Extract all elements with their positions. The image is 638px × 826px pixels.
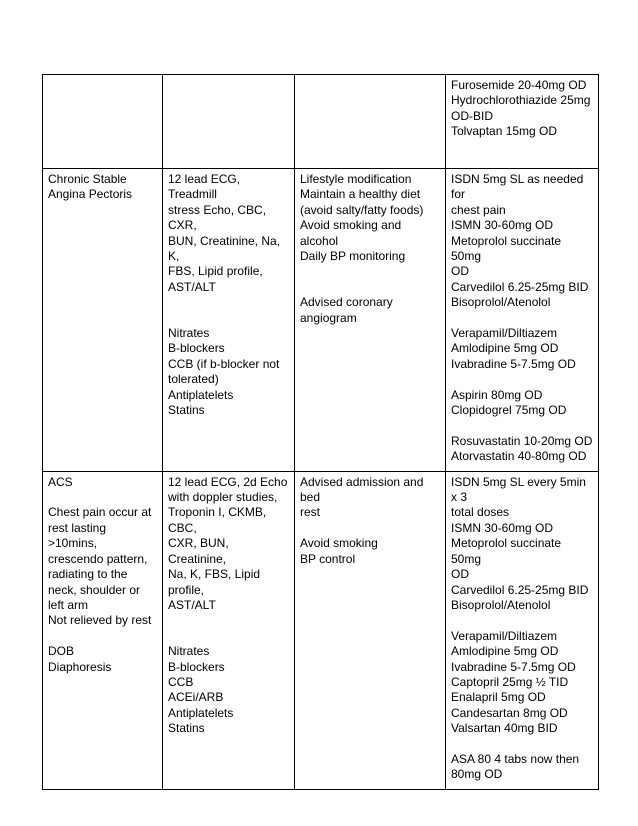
management-cell [295,75,446,169]
cell-line: Angina Pectoris [48,187,133,202]
condition-cell [43,471,163,789]
cell-line: Metoprolol succinate 50mg [451,233,565,264]
cell-line: rest [300,505,321,520]
cell-line: FBS, Lipid profile, [168,264,263,279]
cell-line: Nitrates [168,326,210,341]
treatment-table [42,74,599,790]
cell-line [451,311,593,326]
cell-line: AST/ALT [168,597,216,612]
cell-line: Rosuvastatin 10-20mg OD [451,433,593,448]
condition-cell [43,169,163,472]
cell-line: Bisoprolol/Atenolol [451,597,551,612]
cell-line: ISDN 5mg SL every 5min x 3 [451,474,590,505]
cell-line: OD [451,264,469,279]
cell-line: Antiplatelets [168,705,234,720]
cell-line: stress Echo, CBC, CXR, [168,202,270,233]
cell-line [168,311,289,326]
cell-line: with doppler studies, [168,490,278,505]
drugs-cell [446,169,599,472]
cell-line: Chest pain occur at [48,505,152,520]
investigations-cell [163,471,295,789]
cell-line: Diaphoresis [48,659,112,674]
cell-line: ASA 80 4 tabs now then [451,751,580,766]
cell-line: BUN, Creatinine, Na, K, [168,233,284,264]
cell-line: rest lasting >10mins, [48,520,110,551]
cell-line: CCB (if b-blocker not [168,356,280,371]
cell-line: Advised admission and bed [300,474,427,505]
cell-line: Maintain a healthy diet [300,187,421,202]
cell-line: DOB [48,644,75,659]
cell-line [300,280,440,295]
treatment-table-body [43,75,599,790]
cell-line: Carvedilol 6.25-25mg BID [451,279,589,294]
cell-line [451,613,593,628]
cell-line: radiating to the [48,567,128,582]
management-cell [295,169,446,472]
cell-line: Chronic Stable [48,172,127,186]
cell-line: angiogram [300,310,357,325]
cell-line: Verapamil/Diltiazem [451,628,558,643]
cell-line: ISMN 30-60mg OD [451,218,554,233]
cell-line: OD-BID [451,108,493,123]
cell-line [300,264,440,279]
investigations-cell [163,75,295,169]
cell-line: 80mg OD [451,767,503,782]
cell-line: ISMN 30-60mg OD [451,520,554,535]
cell-line [48,629,157,644]
drugs-cell [446,471,599,789]
cell-line: Avoid smoking [300,536,378,551]
cell-line: Ivabradine 5-7.5mg OD [451,356,576,371]
cell-line: CCB [168,674,194,689]
cell-line: Antiplatelets [168,387,234,402]
cell-line: Atorvastatin 40-80mg OD [451,449,587,464]
cell-line [300,521,440,536]
cell-line: Na, K, FBS, Lipid profile, [168,567,264,597]
cell-line [168,629,289,644]
cell-line [168,613,289,628]
cell-line: neck, shoulder or [48,582,141,597]
cell-line: Valsartan 40mg BID [451,721,558,736]
cell-line: Statins [168,403,205,418]
cell-line: left arm [48,597,89,612]
cell-line [451,737,593,752]
cell-line: Metoprolol succinate 50mg [451,536,565,566]
cell-line: B-blockers [168,341,225,356]
cell-line: (avoid salty/fatty foods) [300,202,424,217]
condition-cell [43,75,163,169]
drugs-cell [446,75,599,169]
cell-line: BP control [300,551,356,566]
cell-line: Avoid smoking and alcohol [300,218,405,248]
cell-line: Aspirin 80mg OD [451,387,543,402]
cell-line: Amlodipine 5mg OD [451,341,559,356]
cell-line: Tolvaptan 15mg OD [451,124,558,139]
cell-line: Enalapril 5mg OD [451,690,546,705]
table-row [43,169,599,472]
cell-line: CXR, BUN, Creatinine, [168,536,233,566]
cell-line: Lifestyle modification [300,172,412,186]
cell-line: chest pain [451,202,506,217]
cell-line: crescendo pattern, [48,551,148,566]
cell-line: 12 lead ECG, 2d Echo [168,474,288,489]
cell-line [451,418,593,433]
cell-line: Clopidogrel 75mg OD [451,403,567,418]
cell-line: Verapamil/Diltiazem [451,326,558,341]
cell-line: ACS [48,474,73,489]
cell-line [168,295,289,310]
cell-line: OD [451,567,469,582]
cell-line [451,372,593,387]
investigations-cell [163,169,295,472]
table-row [43,75,599,169]
management-cell [295,471,446,789]
cell-line: Not relieved by rest [48,613,152,628]
table-row [43,471,599,789]
cell-line: Captopril 25mg ½ TID [451,674,569,689]
cell-line: Amlodipine 5mg OD [451,644,559,659]
cell-line: tolerated) [168,372,219,387]
cell-line: Carvedilol 6.25-25mg BID [451,582,589,597]
cell-line: Nitrates [168,644,210,659]
cell-line: ISDN 5mg SL as needed for [451,172,587,202]
cell-line: Daily BP monitoring [300,249,406,264]
cell-line: AST/ALT [168,279,216,294]
cell-line: Candesartan 8mg OD [451,705,568,720]
cell-line: Hydrochlorothiazide 25mg [451,93,591,108]
cell-line: total doses [451,505,510,520]
cell-line: B-blockers [168,659,225,674]
cell-line: Bisoprolol/Atenolol [451,295,551,310]
cell-line: Troponin I, CKMB, CBC, [168,505,270,535]
cell-line: 12 lead ECG, Treadmill [168,172,244,202]
cell-line: Ivabradine 5-7.5mg OD [451,659,576,674]
cell-line: Furosemide 20-40mg OD [451,78,587,92]
cell-line: ACEi/ARB [168,690,224,705]
cell-line: Advised coronary [300,295,393,310]
cell-line: Statins [168,721,205,736]
cell-line [48,490,157,505]
